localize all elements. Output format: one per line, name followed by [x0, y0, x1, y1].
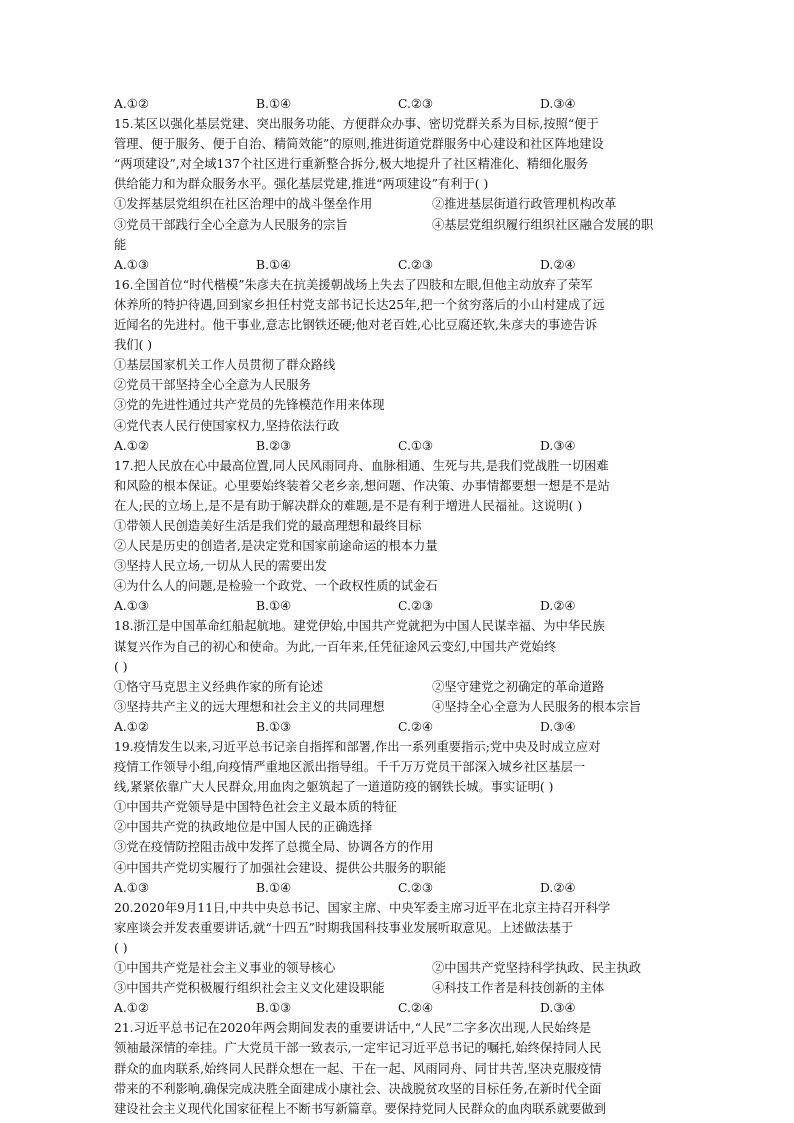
q20-statement-1: ①中国共产党是社会主义事业的领导核心 — [114, 961, 336, 976]
q17-statement-1: ①带领人民创造美好生活是我们党的最高理想和最终目标 — [114, 518, 422, 533]
q21-stem-line: 21.习近平总书记在2020年两会期间发表的重要讲话中,“人民”二字多次出现,人民始终是 — [114, 1021, 592, 1036]
q19-option-b[interactable]: B.①④ — [256, 880, 291, 895]
q20-option-a[interactable]: A.①② — [114, 1001, 149, 1016]
q20-option-d[interactable]: D.③④ — [540, 1001, 576, 1016]
q17-option-a[interactable]: A.①③ — [114, 599, 149, 614]
q20-statement-row — [114, 978, 684, 998]
q16-option-d[interactable]: D.③④ — [540, 438, 576, 453]
q16-statement-4: ④党代表人民行使国家权力,坚持依法行政 — [114, 418, 340, 433]
q14-option-d[interactable]: D.③④ — [540, 97, 576, 111]
q15-statement-1: ①发挥基层党组织在社区治理中的战斗堡垒作用 — [114, 197, 373, 212]
q19-stem-line: 线,紧紧依靠广大人民群众,用血肉之躯筑起了一道道防疫的钢铁长城。事实证明( ) — [114, 780, 554, 795]
q16-option-b[interactable]: B.②③ — [256, 438, 291, 453]
q18-options — [114, 717, 684, 737]
q18-stem-line: 18.浙江是中国革命红船起航地。建党伊始,中国共产党就把为中国人民谋幸福、为中华民族 — [114, 619, 605, 634]
q19-option-a[interactable]: A.①③ — [114, 880, 149, 895]
q18-statement-2: ②坚守建党之初确定的革命道路 — [432, 679, 605, 694]
q18-stem-line: 谋复兴作为自己的初心和使命。为此,一百年来,任凭征途风云变幻,中国共产党始终 — [114, 639, 557, 654]
question-17 — [114, 456, 684, 617]
q18-statement-1: ①恪守马克思主义经典作家的所有论述 — [114, 679, 324, 694]
q21-stem-line: 领袖最深情的牵挂。广大党员干部一致表示,一定牢记习近平总书记的嘱托,始终保持同人民 — [114, 1041, 602, 1056]
q19-option-c[interactable]: C.②③ — [398, 880, 433, 895]
q19-statement-4: ④中国共产党切实履行了加强社会建设、提供公共服务的职能 — [114, 860, 447, 875]
q14-option-a[interactable]: A.①② — [114, 97, 149, 111]
q20-statement-2: ②中国共产党坚持科学执政、民主执政 — [432, 961, 642, 976]
q19-stem-line: 疫情工作领导小组,向疫情严重地区派出指导组。千千万万党员干部深入城乡社区基层一 — [114, 760, 586, 775]
q16-option-c[interactable]: C.①③ — [398, 438, 433, 453]
exam-page — [114, 94, 684, 1119]
q19-stem-line: 19.疫情发生以来,习近平总书记亲自指挥和部署,作出一系列重要指示;党中央及时成立应对 — [114, 740, 601, 754]
q20-stem-line: ( ) — [114, 940, 128, 955]
q15-statement-row — [114, 194, 684, 214]
q19-statement-3: ③党在疫情防控阻击战中发挥了总揽全局、协调各方的作用 — [114, 840, 434, 855]
q14-options — [114, 94, 684, 114]
q21-stem-line: 群众的血肉联系,始终同人民群众想在一起、干在一起、风雨同舟、同甘共苦,坚决克服疫情 — [114, 1061, 602, 1076]
q14-option-b[interactable]: B.①④ — [256, 97, 291, 111]
q20-stem-line: 20.2020年9月11日,中共中央总书记、国家主席、中央军委主席习近平在北京主持召开科学 — [114, 900, 611, 915]
q15-option-d[interactable]: D.②④ — [540, 257, 576, 272]
q17-statement-4: ④为什么人的问题,是检验一个政党、一个政权性质的试金石 — [114, 579, 438, 594]
q15-statement-2: ②推进基层街道行政管理机构改革 — [432, 197, 617, 212]
question-21 — [114, 1018, 684, 1118]
q15-statement-4: ④基层党组织履行组织社区融合发展的职 — [432, 217, 654, 232]
q16-statement-3: ③党的先进性通过共产党员的先锋模范作用来体现 — [114, 398, 385, 413]
q21-stem-line: 带来的不利影响,确保完成决胜全面建成小康社会、决战脱贫攻坚的目标任务,在新时代全面 — [114, 1081, 602, 1096]
q15-statement-row — [114, 215, 684, 235]
q20-option-b[interactable]: B.①③ — [256, 1001, 291, 1016]
question-19 — [114, 737, 684, 898]
q20-statement-row — [114, 958, 684, 978]
q18-option-b[interactable]: B.①③ — [256, 719, 291, 734]
question-16 — [114, 275, 684, 456]
q18-statement-row — [114, 677, 684, 697]
q15-stem-line: 供给能力和为群众服务水平。强化基层党建,推进“两项建设”有利于( ) — [114, 177, 489, 192]
q20-statement-3: ③中国共产党积极履行组织社会主义文化建设职能 — [114, 981, 385, 996]
q15-options — [114, 255, 684, 275]
q19-options — [114, 878, 684, 898]
q17-option-c[interactable]: C.②③ — [398, 599, 433, 614]
q16-stem-line: 16.全国首位“时代楷模”朱彦夫在抗美援朝战场上失去了四肢和左眼,但他主动放弃了荣军 — [114, 277, 593, 292]
q16-stem-line: 我们( ) — [114, 338, 153, 353]
q17-stem-line: 在人;民的立场上,是不是有助于解决群众的难题,是不是有利于增进人民福祉。这说明( ) — [114, 498, 583, 513]
q17-statement-3: ③坚持人民立场,一切从人民的需要出发 — [114, 559, 327, 574]
q15-stem-line: 管理、便于服务、便于自治、精简效能”的原则,推进街道党群服务中心建设和社区阵地建设 — [114, 137, 604, 152]
q18-stem-line: ( ) — [114, 659, 128, 674]
q17-option-b[interactable]: B.①④ — [256, 599, 291, 614]
q15-option-b[interactable]: B.①④ — [256, 257, 291, 272]
q17-stem-line: 和风险的根本保证。心里要始终装着父老乡亲,想问题、作决策、办事情都要想一想是不是站 — [114, 478, 610, 493]
q19-option-d[interactable]: D.②④ — [540, 880, 576, 895]
q17-stem-line: 17.把人民放在心中最高位置,同人民风雨同舟、血脉相通、生死与共,是我们党战胜一切困难 — [114, 458, 609, 473]
q20-options — [114, 998, 684, 1018]
q21-stem-line: 建设社会主义现代化国家征程上不断书写新篇章。要保持党同人民群众的血肉联系就要做到 — [114, 1101, 606, 1116]
q20-statement-4: ④科技工作者是科技创新的主体 — [432, 981, 605, 996]
q15-stem-line: “两项建设”,对全域137个社区进行重新整合拆分,极大地提升了社区精准化、精细化服务 — [114, 157, 589, 172]
q18-option-a[interactable]: A.①② — [114, 719, 149, 734]
q17-option-d[interactable]: D.②④ — [540, 599, 576, 614]
q17-options — [114, 596, 684, 616]
question-20 — [114, 898, 684, 1019]
q16-statement-1: ①基层国家机关工作人员贯彻了群众路线 — [114, 358, 336, 373]
q18-statement-4: ④坚持全心全意为人民服务的根本宗旨 — [432, 699, 642, 714]
q14-option-c[interactable]: C.②③ — [398, 97, 433, 111]
q18-option-d[interactable]: D.③④ — [540, 719, 576, 734]
q19-statement-2: ②中国共产党的执政地位是中国人民的正确选择 — [114, 820, 373, 835]
q20-stem-line: 家座谈会并发表重要讲话,就“十四五”时期我国科技事业发展听取意见。上述做法基于 — [114, 920, 574, 935]
q18-option-c[interactable]: C.②④ — [398, 719, 433, 734]
q20-option-c[interactable]: C.②④ — [398, 1001, 433, 1016]
q16-statement-2: ②党员干部坚持全心全意为人民服务 — [114, 378, 311, 393]
q16-stem-line: 近闻名的先进村。他干事业,意志比钢铁还硬;他对老百姓,心比豆腐还软,朱彦夫的事迹告诉 — [114, 318, 598, 333]
q15-statement-3: ③党员干部践行全心全意为人民服务的宗旨 — [114, 217, 348, 232]
q15-option-a[interactable]: A.①③ — [114, 257, 149, 272]
q19-statement-1: ①中国共产党领导是中国特色社会主义最本质的特征 — [114, 800, 397, 815]
q15-option-c[interactable]: C.②③ — [398, 257, 433, 272]
q15-statement-wrap: 能 — [114, 237, 127, 252]
q16-stem-line: 休养所的特护待遇,回到家乡担任村党支部书记长达25年,把一个贫穷落后的小山村建成了远 — [114, 297, 605, 312]
question-15 — [114, 114, 684, 275]
q18-statement-row — [114, 697, 684, 717]
q18-statement-3: ③坚持共产主义的远大理想和社会主义的共同理想 — [114, 699, 385, 714]
question-18 — [114, 616, 684, 737]
q17-statement-2: ②人民是历史的创造者,是决定党和国家前途命运的根本力量 — [114, 539, 438, 554]
q16-option-a[interactable]: A.①② — [114, 438, 149, 453]
q16-options — [114, 436, 684, 456]
q15-stem-line: 15.某区以强化基层党建、突出服务功能、方便群众办事、密切党群关系为目标,按照“便于 — [114, 117, 599, 132]
